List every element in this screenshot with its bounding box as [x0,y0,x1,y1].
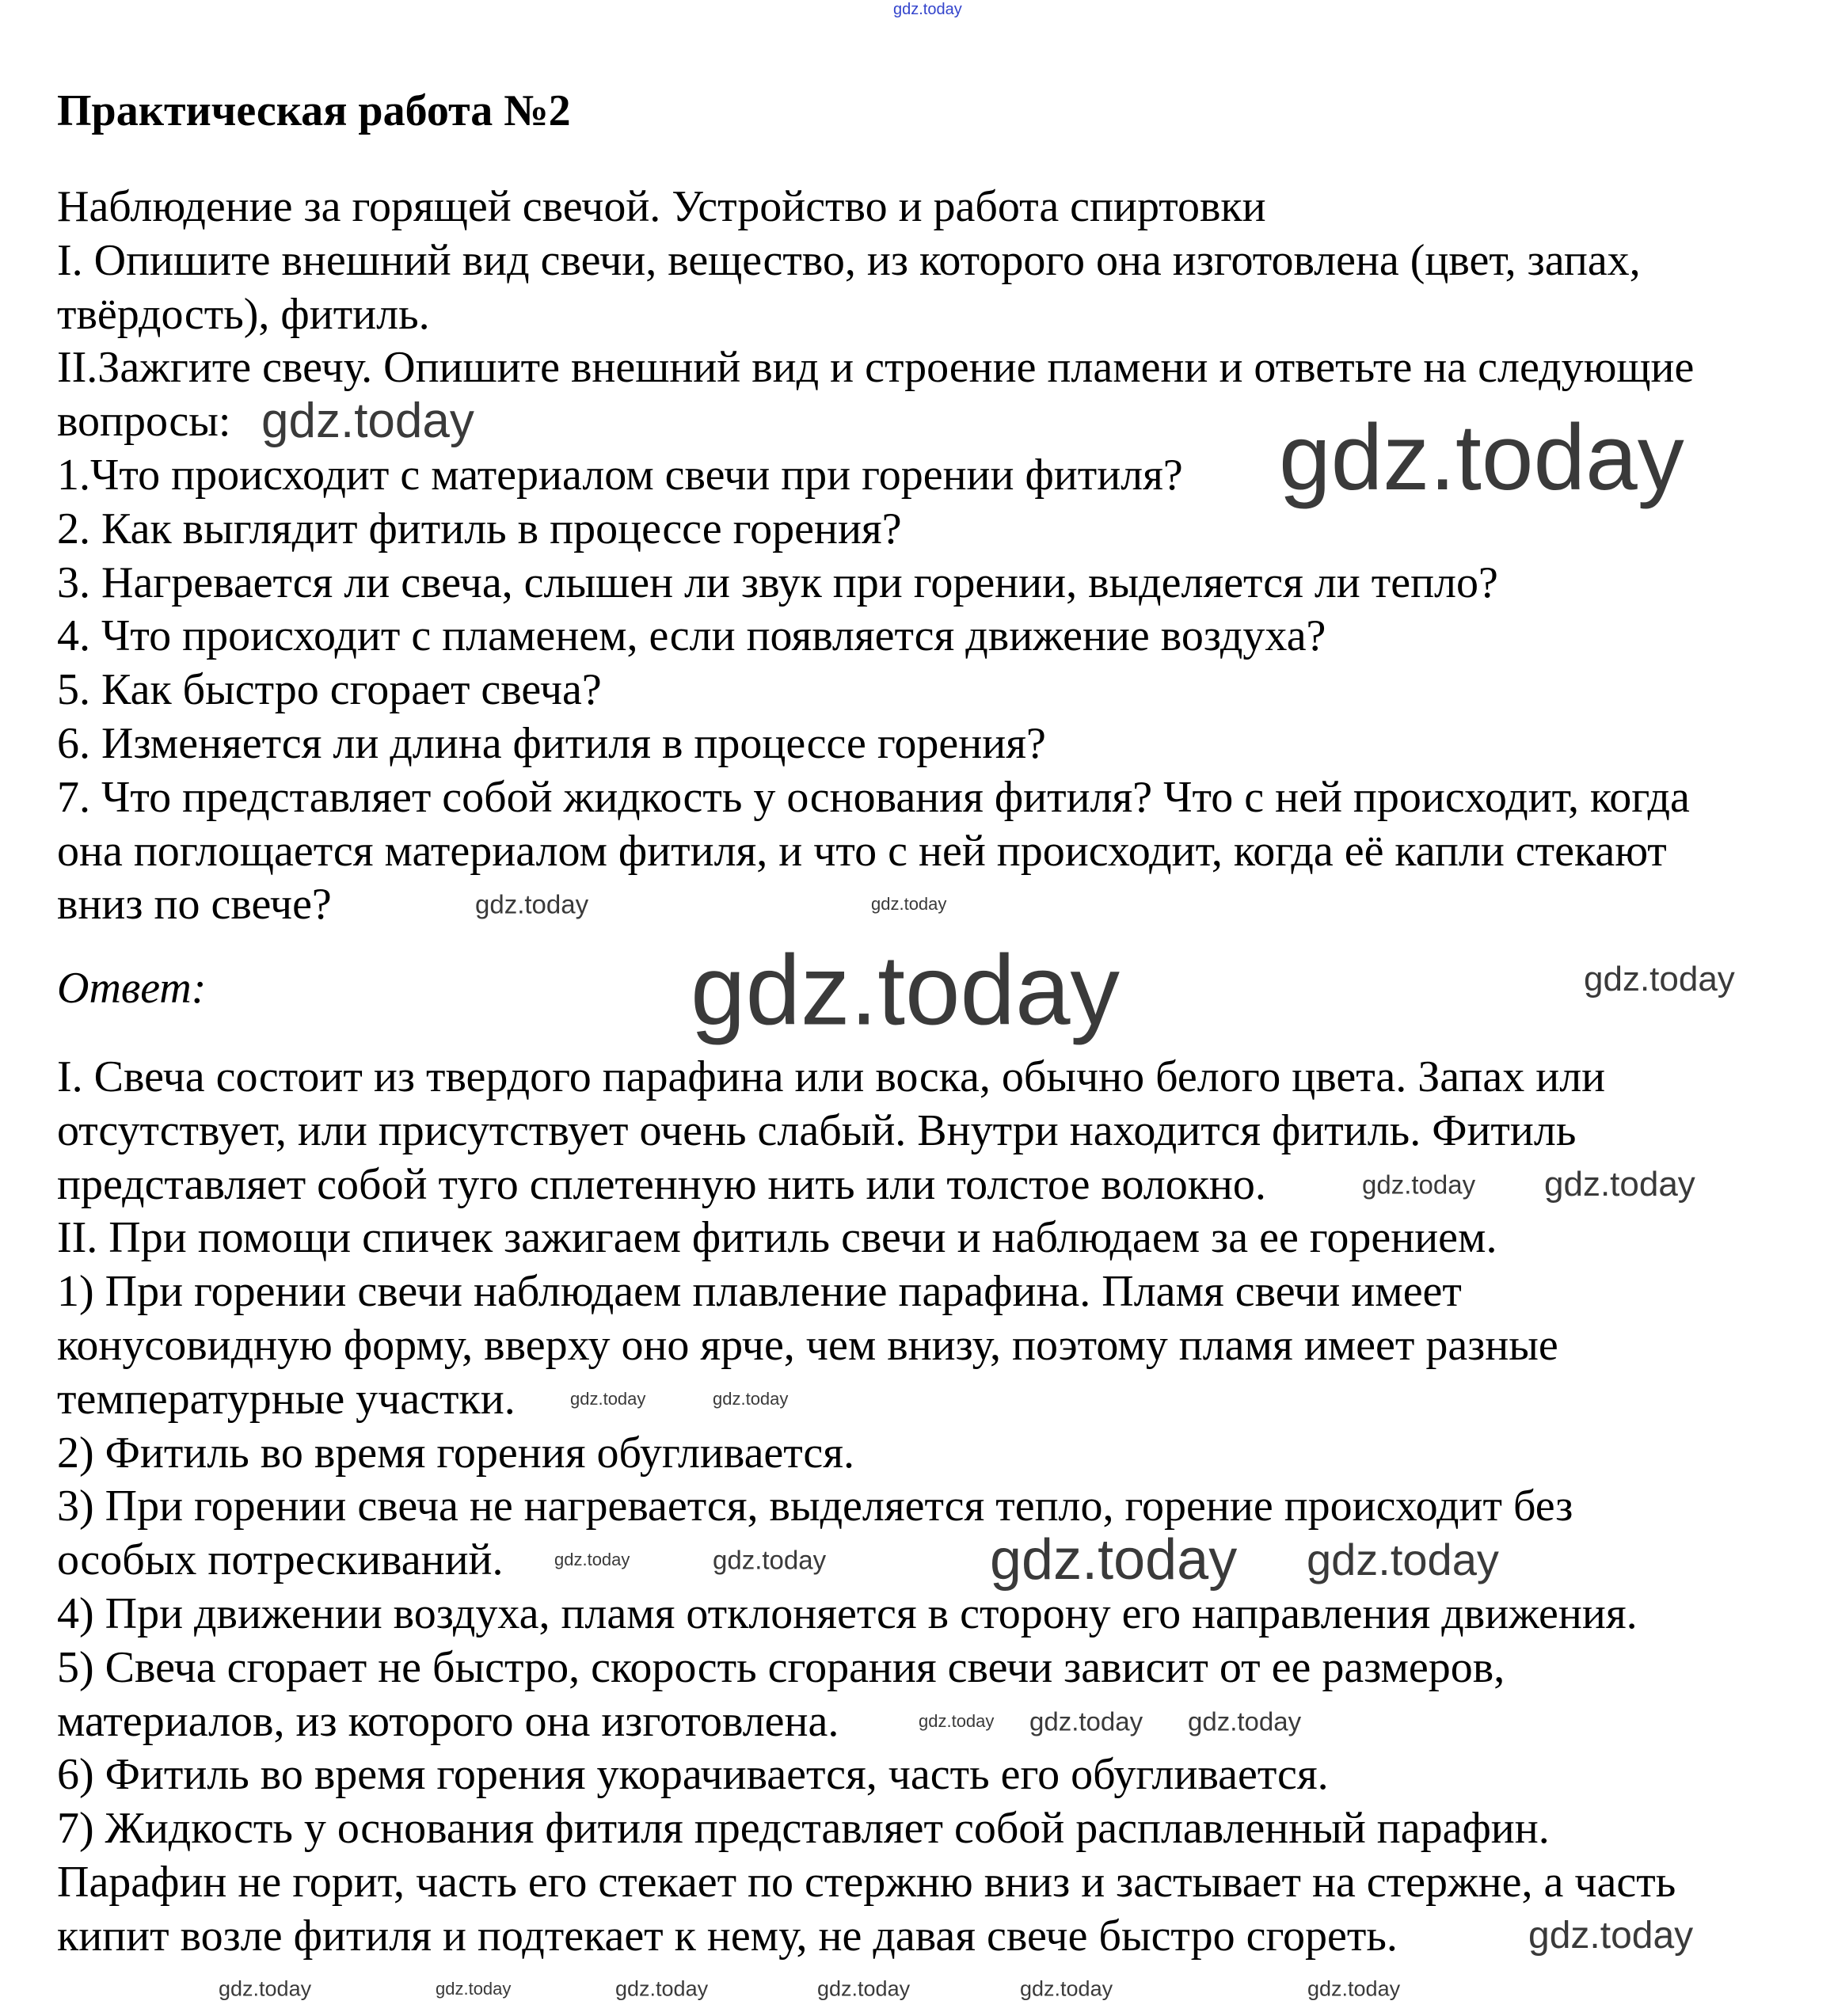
answer-line: 4) При движении воздуха, пламя отклоняется в сторону его направления движения. [57,1589,1638,1638]
watermark: gdz.today [893,1,962,18]
task-line: II.Зажгите свечу. Опишите внешний вид и строение пламени и ответьте на следующие [57,343,1695,393]
answer-label: Ответ: [57,964,207,1013]
watermark: gdz.today [615,1976,709,2001]
task-line: I. Опишите внешний вид свечи, вещество, из которого она изготовлена (цвет, запах, [57,235,1641,285]
watermark: gdz.today [1544,1165,1695,1204]
watermark: gdz.today [554,1550,630,1569]
task-line: 5. Как быстро сгорает свеча? [57,665,602,715]
watermark: gdz.today [219,1976,312,2001]
answer-line: 6) Фитиль во время горения укорачивается, часть его обугливается. [57,1750,1329,1800]
watermark: gdz.today [919,1711,995,1731]
watermark: gdz.today [436,1979,512,1999]
watermark: gdz.today [1020,1976,1113,2001]
answer-line: 3) При горении свеча не нагревается, выделяется тепло, горение происходит без [57,1482,1573,1531]
task-line: 4. Что происходит с пламенем, если появляется движение воздуха? [57,611,1326,661]
answer-line: представляет собой туго сплетенную нить или толстое волокно. [57,1159,1266,1209]
watermark: gdz.today [871,894,947,914]
watermark: gdz.today [261,394,474,448]
task-line: вниз по свече? [57,880,332,930]
answer-line: 2) Фитиль во время горения обугливается. [57,1428,855,1478]
watermark: gdz.today [1584,960,1735,998]
watermark: gdz.today [691,935,1121,1046]
task-line: 7. Что представляет собой жидкость у основания фитиля? Что с ней происходит, когда [57,772,1690,822]
task-line: 1.Что происходит с материалом свечи при горении фитиля? [57,451,1183,500]
answer-line: конусовидную форму, вверху оно ярче, чем внизу, поэтому пламя имеет разные [57,1321,1558,1370]
answer-line: I. Свеча состоит из твердого парафина или воска, обычно белого цвета. Запах или [57,1052,1606,1101]
watermark: gdz.today [1188,1706,1302,1736]
task-line: 3. Нагревается ли свеча, слышен ли звук при горении, выделяется ли тепло? [57,557,1498,607]
watermark: gdz.today [817,1976,911,2001]
watermark: gdz.today [1029,1706,1143,1736]
task-line: она поглощается материалом фитиля, и что с ней происходит, когда её капли стекают [57,826,1667,876]
answer-line: кипит возле фитиля и подтекает к нему, не давая свече быстро сгореть. [57,1911,1398,1961]
answer-line: материалов, из которого она изготовлена. [57,1696,839,1746]
watermark: gdz.today [570,1389,646,1409]
watermark: gdz.today [475,889,589,919]
watermark: gdz.today [713,1389,789,1409]
answer-line: 1) При горении свечи наблюдаем плавление парафина. Пламя свечи имеет [57,1267,1462,1317]
answer-line: температурные участки. [57,1374,516,1424]
watermark: gdz.today [1528,1915,1694,1957]
watermark: gdz.today [1307,1535,1499,1584]
task-line: твёрдость), фитиль. [57,289,430,339]
answer-line: отсутствует, или присутствует очень слабый. Внутри находится фитиль. Фитиль [57,1105,1577,1155]
task-line: 6. Изменяется ли длина фитиля в процессе горения? [57,719,1046,768]
task-line: Наблюдение за горящей свечой. Устройство и работа спиртовки [57,182,1266,231]
watermark: gdz.today [1307,1976,1401,2001]
answer-line: особых потрескиваний. [57,1535,504,1585]
answer-line: Парафин не горит, часть его стекает по стержню вниз и застывает на стержне, а часть [57,1858,1676,1907]
answer-line: 5) Свеча сгорает не быстро, скорость сгорания свечи зависит от ее размеров, [57,1642,1505,1692]
answer-line: II. При помощи спичек зажигаем фитиль свечи и наблюдаем за ее горением. [57,1213,1497,1263]
watermark: gdz.today [1279,405,1684,510]
watermark: gdz.today [990,1528,1238,1592]
task-line: 2. Как выглядит фитиль в процессе горения? [57,504,902,553]
answer-line: 7) Жидкость у основания фитиля представляет собой расплавленный парафин. [57,1804,1550,1854]
document-title: Практическая работа №2 [57,86,571,135]
watermark: gdz.today [1362,1170,1476,1200]
watermark: gdz.today [713,1545,827,1575]
task-line: вопросы: [57,397,231,447]
